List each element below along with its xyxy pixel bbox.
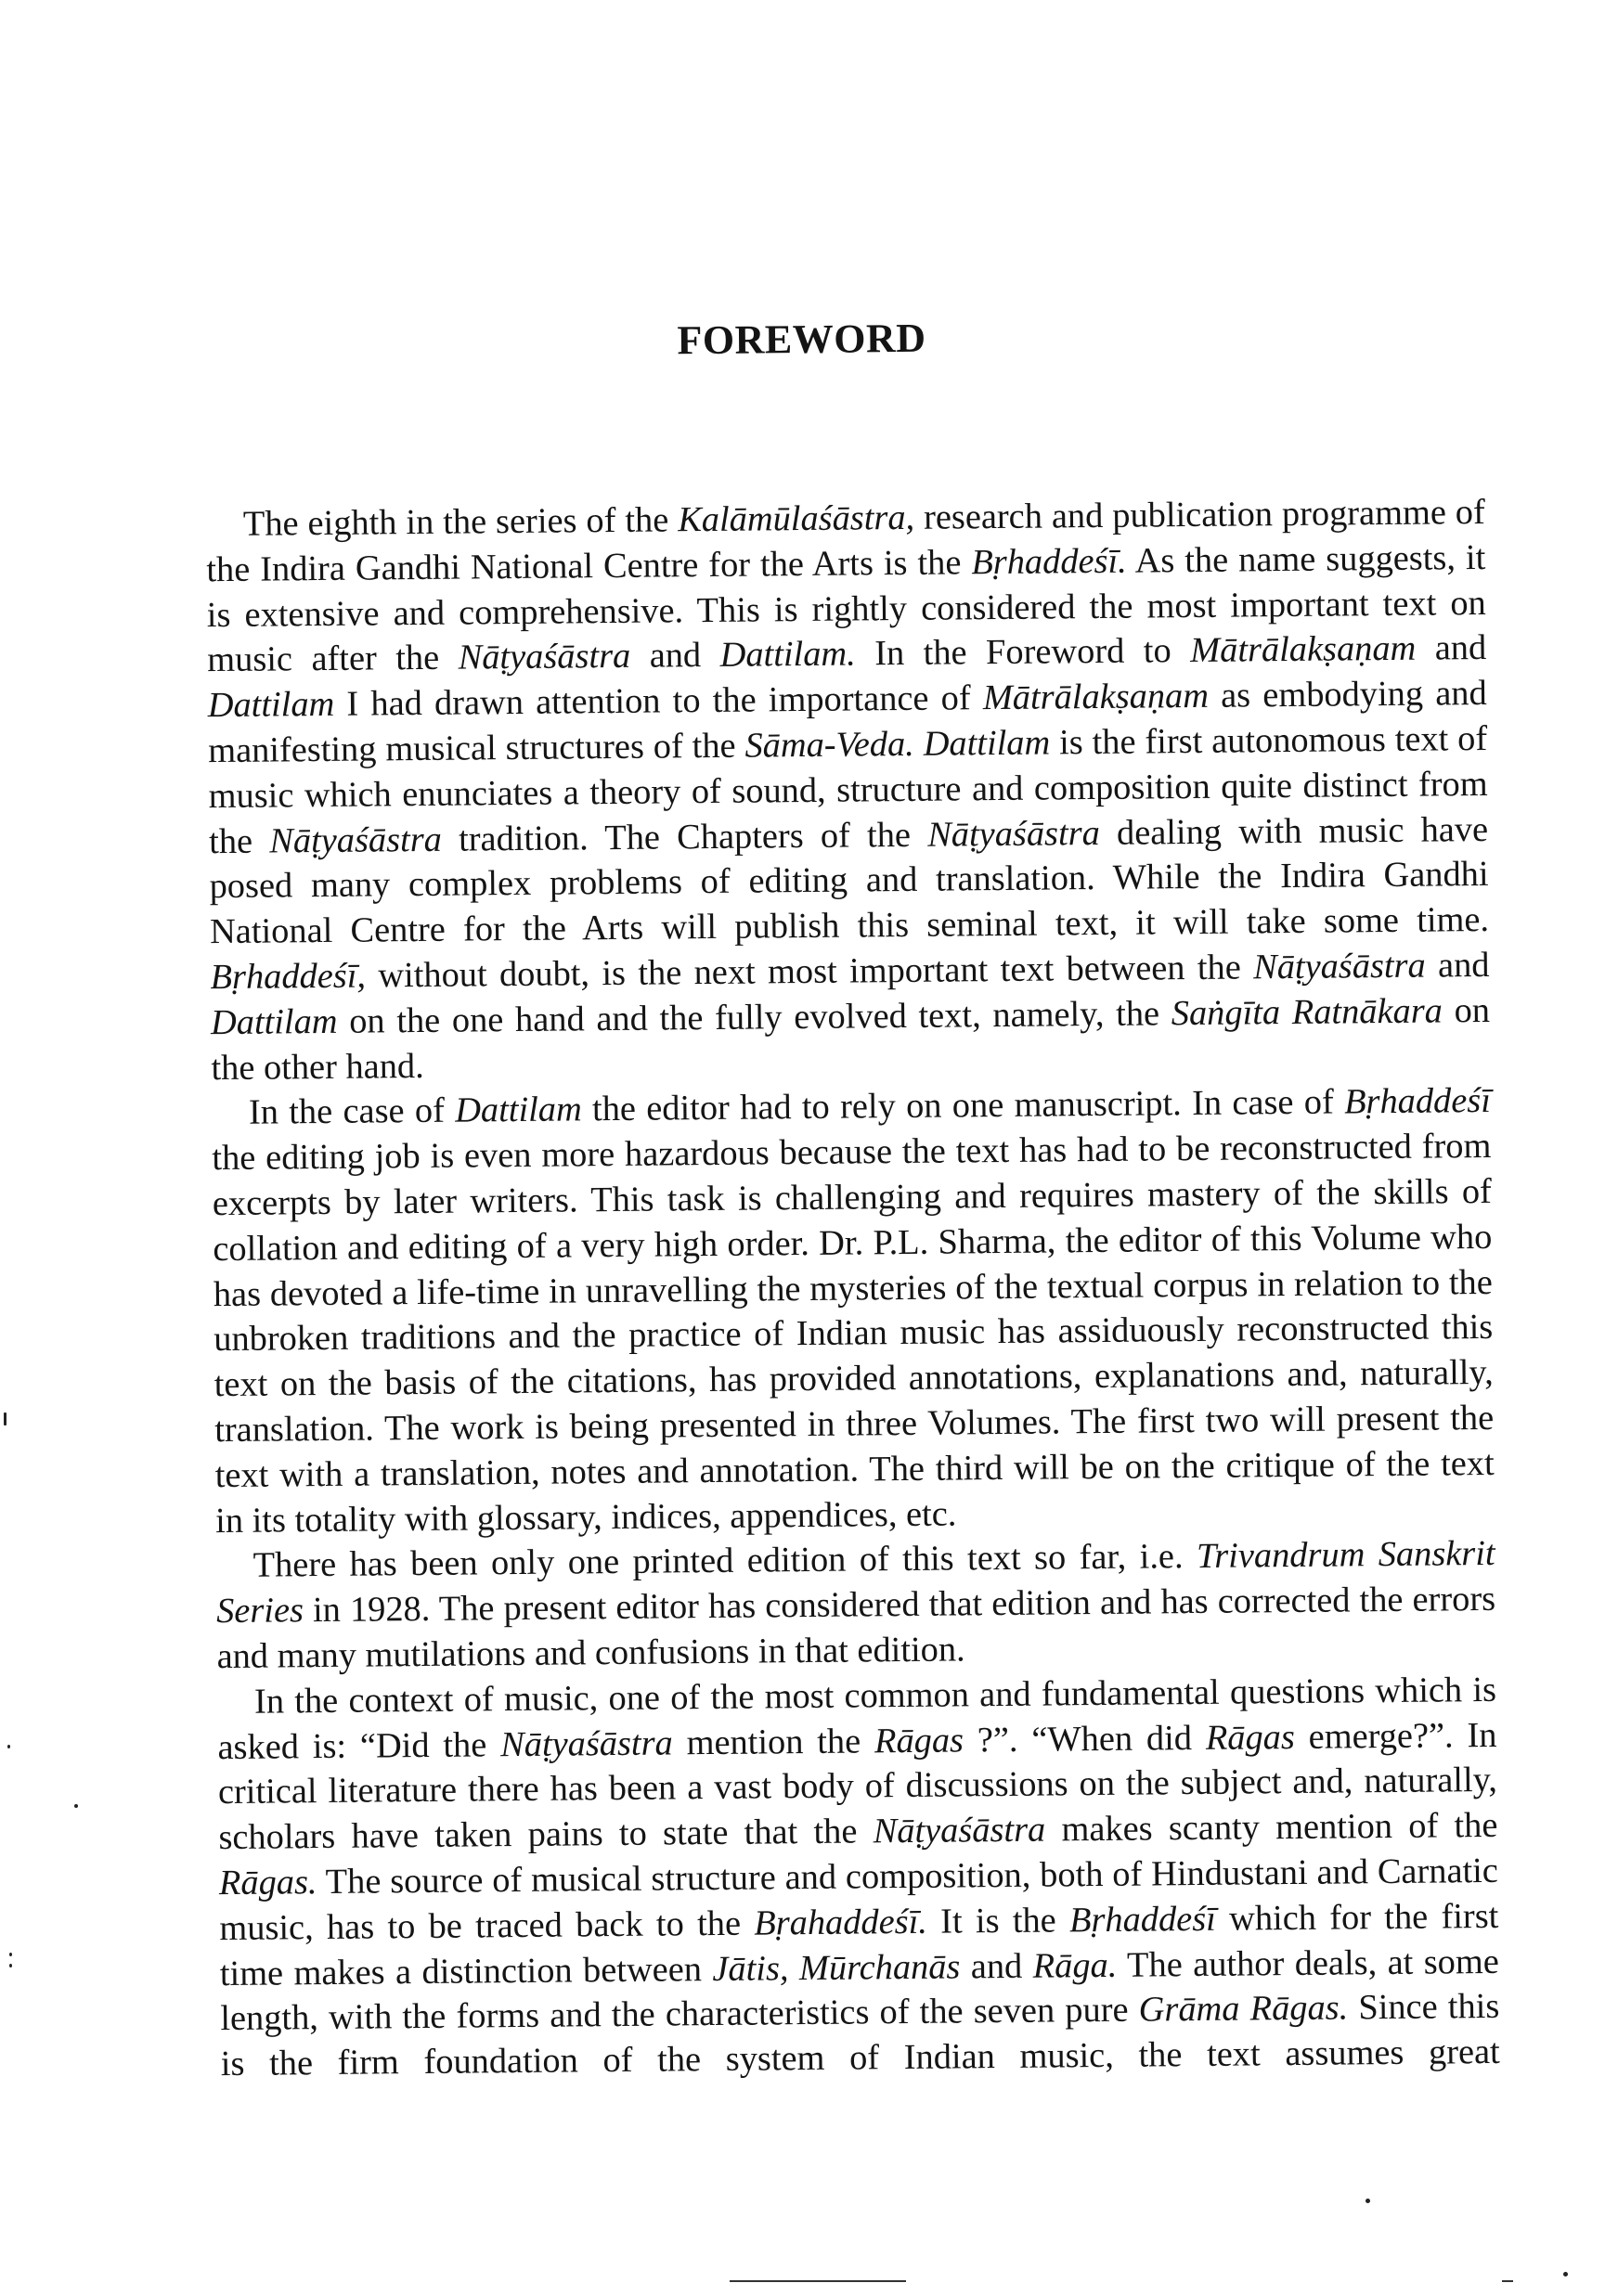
- italic-term: Dattilam: [923, 723, 1051, 764]
- text-run: tradition. The Chapters of the: [441, 815, 928, 859]
- italic-term: Bṛhaddeśī: [1068, 1899, 1217, 1941]
- foreword-body: [206, 490, 1500, 2087]
- italic-term: Mātrālakṣaṇam: [982, 677, 1210, 718]
- text-run: [914, 725, 924, 764]
- text-run: There has been only one printed edition of this text so far, i.e.: [252, 1537, 1197, 1586]
- text-run: As the name suggests, it is extensive and comprehensive. This is rightly considered the most important text on music after the: [206, 537, 1486, 680]
- text-run: on the one hand and the fully evolved text, namely, the: [337, 994, 1171, 1041]
- italic-term: Jātis, Mūrchanās: [712, 1946, 961, 1989]
- text-run: as embodying and manifesting musical structures of the: [208, 674, 1487, 771]
- text-run: In the Foreword to: [855, 631, 1191, 674]
- text-run: ?”. “When did: [963, 1718, 1207, 1760]
- text-run: In the context of music, one of the most common and fundamental questions which is asked is: “Did the: [217, 1670, 1497, 1767]
- italic-term: Sāma-Veda.: [744, 724, 914, 766]
- scan-speck: [9, 1953, 12, 1956]
- text-run: The eighth in the series of the: [242, 500, 679, 544]
- italic-term: Bṛhaddeśī,: [210, 956, 367, 998]
- scan-speck: [7, 1745, 10, 1748]
- scan-rule: [1502, 2280, 1513, 2282]
- text-run: It is the: [926, 1901, 1070, 1941]
- scan-speck: [4, 1412, 6, 1425]
- italic-term: Rāgas.: [218, 1863, 317, 1903]
- text-run: research and publication programme of the Indira Gandhi National Centre for the Arts is the: [206, 492, 1485, 589]
- italic-term: Rāgas: [1205, 1717, 1296, 1758]
- text-run: The author deals, at some length, with the forms and the characteristics of the seven pure: [220, 1941, 1499, 2039]
- italic-term: Grāma Rāgas.: [1138, 1988, 1349, 2030]
- text-run: and: [960, 1946, 1033, 1986]
- scan-speck: [9, 1964, 12, 1967]
- text-run: on the other hand.: [211, 990, 1491, 1088]
- italic-term: Bṛahaddeśī.: [754, 1902, 928, 1943]
- text-run: the editor had to rely on one manuscript. In case of: [581, 1082, 1345, 1129]
- scan-speck: [74, 1804, 78, 1808]
- italic-term: Rāga.: [1032, 1945, 1118, 1986]
- text-run: and: [630, 636, 720, 677]
- italic-term: Dattilam: [210, 1001, 338, 1042]
- italic-term: Trivandrum Sanskrit Series: [215, 1534, 1495, 1632]
- text-run: makes scanty mention of the: [1045, 1806, 1498, 1850]
- paragraph: [215, 1531, 1495, 1680]
- italic-term: Bṛhaddeśī: [1343, 1081, 1492, 1122]
- text-run: in 1928. The present editor has considered that edition and has corrected the errors and many mutilations and confusions in that edition.: [216, 1580, 1496, 1677]
- italic-term: Nāṭyaśāstra: [499, 1722, 673, 1764]
- text-run: emerge?”. In critical literature there has been a vast body of discussions on the subject and, naturally, scholars have taken pains to state that the: [217, 1715, 1498, 1858]
- italic-term: Dattilam.: [719, 634, 856, 676]
- text-run: Since this is the firm foundation of the system of Indian music, the text assumes great: [220, 1987, 1500, 2084]
- italic-term: Bṛhaddeśī.: [971, 541, 1127, 583]
- italic-term: Nāṭyaśāstra: [269, 819, 443, 861]
- text-run: The source of musical structure and composition, both of Hindustani and Carnatic music, has to be traced back to the: [219, 1851, 1499, 1948]
- paragraph: [217, 1668, 1500, 2087]
- italic-term: Nāṭyaśāstra: [873, 1810, 1046, 1851]
- italic-term: Dattilam: [455, 1090, 582, 1131]
- text-run: which for the first time makes a distinction between: [219, 1896, 1499, 1993]
- text-run: is the first autonomous text of music which enunciates a theory of sound, structure and composition quite distinct from the: [208, 718, 1488, 861]
- scan-speck: [1366, 2199, 1370, 2203]
- text-run: and: [1425, 945, 1490, 986]
- text-run: mention the: [672, 1721, 875, 1762]
- paragraph: [212, 1078, 1495, 1543]
- paragraph: [206, 490, 1491, 1091]
- italic-term: Rāgas: [874, 1720, 964, 1761]
- italic-term: Kalāmūlaśāstra,: [678, 497, 915, 540]
- italic-term: Saṅgīta Ratnākara: [1171, 991, 1443, 1033]
- scan-speck: [1563, 2272, 1568, 2277]
- italic-term: Dattilam: [207, 685, 335, 726]
- text-run: and: [1416, 628, 1487, 669]
- italic-term: Nāṭyaśāstra: [458, 637, 631, 677]
- text-run: without doubt, is the next most important text between the: [365, 948, 1254, 996]
- scan-rule: [730, 2280, 906, 2282]
- italic-term: Mātrālakṣaṇam: [1189, 629, 1417, 671]
- text-run: the editing job is even more hazardous because the text has had to be reconstructed from excerpts by later writers. This task is challenging and requires mastery of the skills of collation and editing of a very high order. Dr. P.L. Sharma, the editor of this Volume who has devoted a life-time in unravelling the mysteries of the textual corpus in relation to the unbroken traditions and the practice of Indian music has assiduously reconstructed this text on the basis of the citations, has provided annotations, explanations and, naturally, translation. The work is being presented in three Volumes. The first two will present the text with a translation, notes and annotation. The third will be on the critique of the text in its totality with glossary, indices, appendices, etc.: [212, 1127, 1495, 1541]
- page-title: FOREWORD: [677, 315, 926, 364]
- italic-term: Nāṭyaśāstra: [926, 813, 1100, 855]
- italic-term: Nāṭyaśāstra: [1252, 946, 1426, 987]
- text-run: In the case of: [248, 1091, 456, 1133]
- text-run: I had drawn attention to the importance of: [334, 678, 984, 725]
- text-run: dealing with music have posed many complex problems of editing and translation. While the Indira Gandhi National Centre for the Arts will publish this seminal text, it will take some time.: [209, 809, 1490, 952]
